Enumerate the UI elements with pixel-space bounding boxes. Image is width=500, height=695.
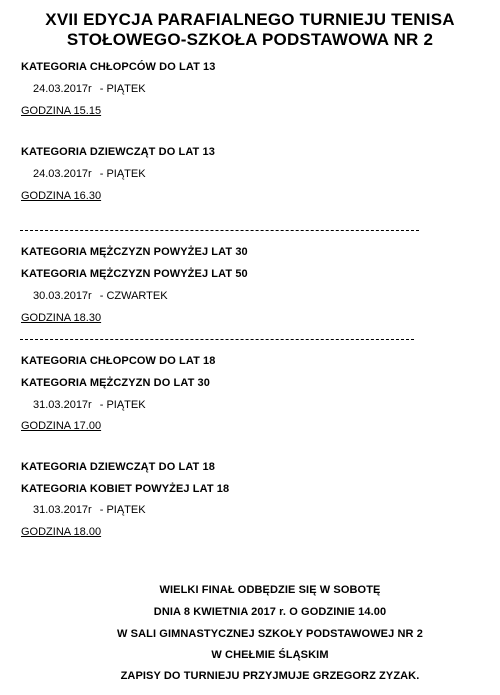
schedule-day: - PIĄTEK [99,168,146,180]
schedule-date: 24.03.2017r [33,168,92,180]
category-label: KATEGORIA CHŁOPCOW DO LAT 18 [21,355,216,367]
schedule-date-row [33,83,146,95]
category-label: KATEGORIA MĘŻCZYZN DO LAT 30 [21,377,210,389]
schedule-date: 31.03.2017r [33,399,92,411]
schedule-hour: GODZINA 15.15 [21,105,102,117]
dashed-separator [20,230,419,231]
title-line-2: STOŁOWEGO-SZKOŁA PODSTAWOWA NR 2 [66,30,434,49]
category-label: KATEGORIA MĘŻCZYZN POWYŻEJ LAT 30 [21,246,248,258]
category-label: KATEGORIA KOBIET POWYŻEJ LAT 18 [21,483,230,495]
schedule-date: 31.03.2017r [33,504,92,516]
schedule-date-row [33,290,168,302]
schedule-hour: GODZINA 18.00 [21,526,102,538]
dashed-separator [20,339,414,340]
schedule-hour: GODZINA 16.30 [21,190,102,202]
title-line-1: XVII EDYCJA PARAFIALNEGO TURNIEJU TENISA [45,10,455,29]
final-announcement-line: ZAPISY DO TURNIEJU PRZYJMUJE GRZEGORZ ZYZAK. [120,670,420,682]
schedule-day: - PIĄTEK [99,504,146,516]
schedule-hour: GODZINA 18.30 [21,312,102,324]
category-label: KATEGORIA CHŁOPCÓW DO LAT 13 [21,61,216,73]
schedule-date-row [33,504,146,516]
final-announcement-line: W CHEŁMIE ŚLĄSKIM [211,649,329,661]
schedule-hour: GODZINA 17.00 [21,420,102,432]
final-announcement-line: DNIA 8 KWIETNIA 2017 r. O GODZINIE 14.00 [153,606,387,618]
schedule-date-row [33,399,146,411]
category-label: KATEGORIA DZIEWCZĄT DO LAT 13 [21,146,215,158]
final-announcement-line: WIELKI FINAŁ ODBĘDZIE SIĘ W SOBOTĘ [159,584,381,596]
category-label: KATEGORIA MĘŻCZYZN POWYŻEJ LAT 50 [21,268,248,280]
schedule-day: - PIĄTEK [99,83,146,95]
schedule-date: 30.03.2017r [33,290,92,302]
schedule-day: - PIĄTEK [99,399,146,411]
schedule-date-row [33,168,146,180]
schedule-date: 24.03.2017r [33,83,92,95]
category-label: KATEGORIA DZIEWCZĄT DO LAT 18 [21,461,215,473]
schedule-day: - CZWARTEK [99,290,168,302]
final-announcement-line: W SALI GIMNASTYCZNEJ SZKOŁY PODSTAWOWEJ NR 2 [117,628,423,640]
